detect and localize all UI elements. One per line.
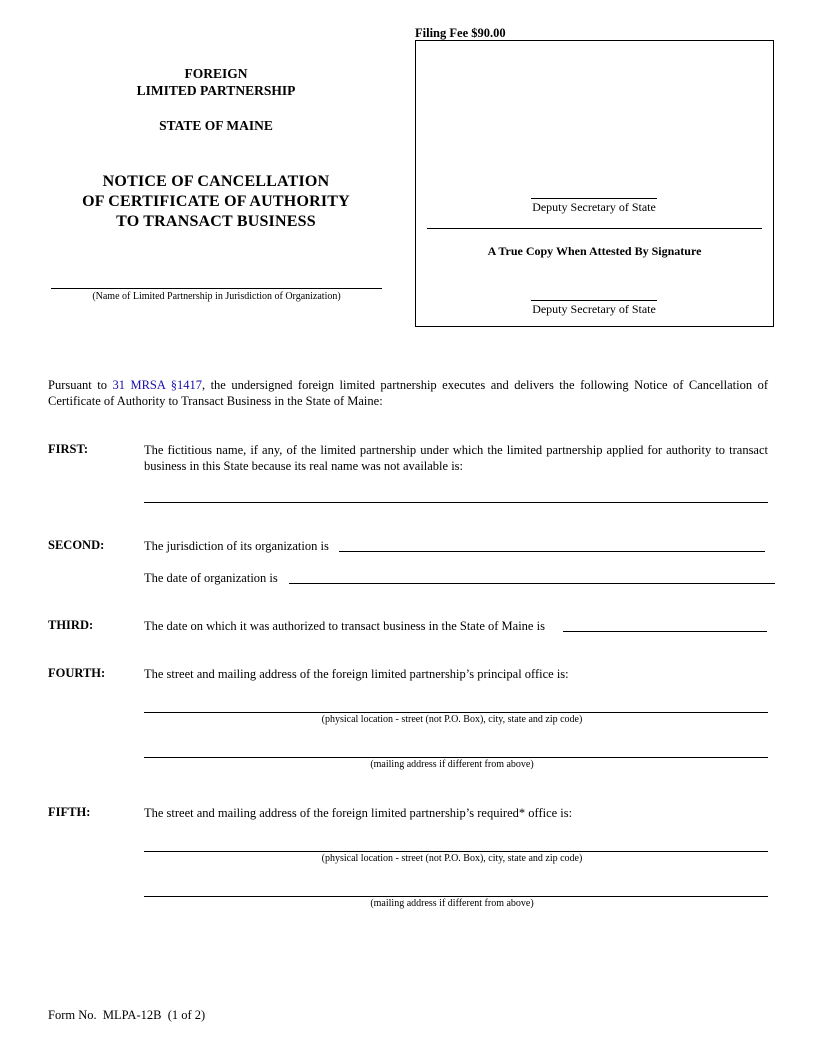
org-date-field[interactable]	[289, 583, 775, 584]
principal-physical-field[interactable]	[144, 712, 768, 713]
jurisdiction-text: The jurisdiction of its organization is	[144, 539, 329, 553]
authorized-date-field[interactable]	[563, 631, 767, 632]
deputy-signature-line-2	[531, 300, 657, 301]
third-label: THIRD:	[48, 618, 94, 632]
required-office-text: The street and mailing address of the foreign limited partnership’s required* office is:	[144, 806, 573, 820]
form-number: Form No. MLPA-12B (1 of 2)	[48, 1008, 206, 1022]
true-copy-label: A True Copy When Attested By Signature	[487, 244, 702, 258]
required-mailing-field[interactable]	[144, 896, 768, 897]
form-title-line3: TO TRANSACT BUSINESS	[116, 213, 316, 230]
second-label: SECOND:	[48, 538, 105, 552]
filing-box	[415, 40, 774, 327]
intro-paragraph	[48, 377, 768, 409]
fourth-label: FOURTH:	[48, 666, 106, 680]
fifth-label: FIFTH:	[48, 805, 91, 819]
partnership-name-caption: (Name of Limited Partnership in Jurisdiction of Organization)	[92, 291, 341, 302]
fictitious-name-field[interactable]	[144, 502, 768, 503]
jurisdiction-field[interactable]	[339, 551, 765, 552]
required-physical-caption: (physical location - street (not P.O. Box), city, state and zip code)	[321, 853, 583, 864]
principal-mailing-caption: (mailing address if different from above)	[370, 759, 534, 770]
box-divider	[427, 228, 762, 229]
statute-link[interactable]: 31 MRSA §1417	[112, 378, 202, 392]
form-title-line1: NOTICE OF CANCELLATION	[102, 173, 330, 190]
intro-suffix: , the undersigned foreign limited partnership executes and delivers the following Notice of Cancellation of Certificate of Authority to Transact Business in the State of Maine:	[48, 378, 768, 408]
first-statement: The fictitious name, if any, of the limited partnership under which the limited partnership applied for authority to transact business in this State because its real name was not available is:	[144, 443, 768, 473]
principal-mailing-field[interactable]	[144, 757, 768, 758]
required-physical-field[interactable]	[144, 851, 768, 852]
org-date-text: The date of organization is	[144, 571, 278, 585]
authorized-date-text: The date on which it was authorized to transact business in the State of Maine is	[144, 619, 545, 633]
filing-fee: Filing Fee $90.00	[415, 26, 506, 40]
principal-physical-caption: (physical location - street (not P.O. Box), city, state and zip code)	[321, 714, 583, 725]
intro-prefix: Pursuant to	[48, 378, 113, 392]
required-mailing-caption: (mailing address if different from above)	[370, 898, 534, 909]
deputy-label-2: Deputy Secretary of State	[532, 302, 656, 316]
principal-office-text: The street and mailing address of the foreign limited partnership’s principal office is:	[144, 667, 569, 681]
deputy-signature-line-1	[531, 198, 657, 199]
header-foreign: FOREIGN	[184, 66, 248, 81]
form-title-line2: OF CERTIFICATE OF AUTHORITY	[82, 193, 350, 210]
header-state: STATE OF MAINE	[159, 118, 273, 133]
partnership-name-field[interactable]	[51, 288, 382, 289]
header-limited-partnership: LIMITED PARTNERSHIP	[136, 83, 296, 98]
first-label: FIRST:	[48, 442, 89, 456]
deputy-label-1: Deputy Secretary of State	[532, 200, 656, 214]
